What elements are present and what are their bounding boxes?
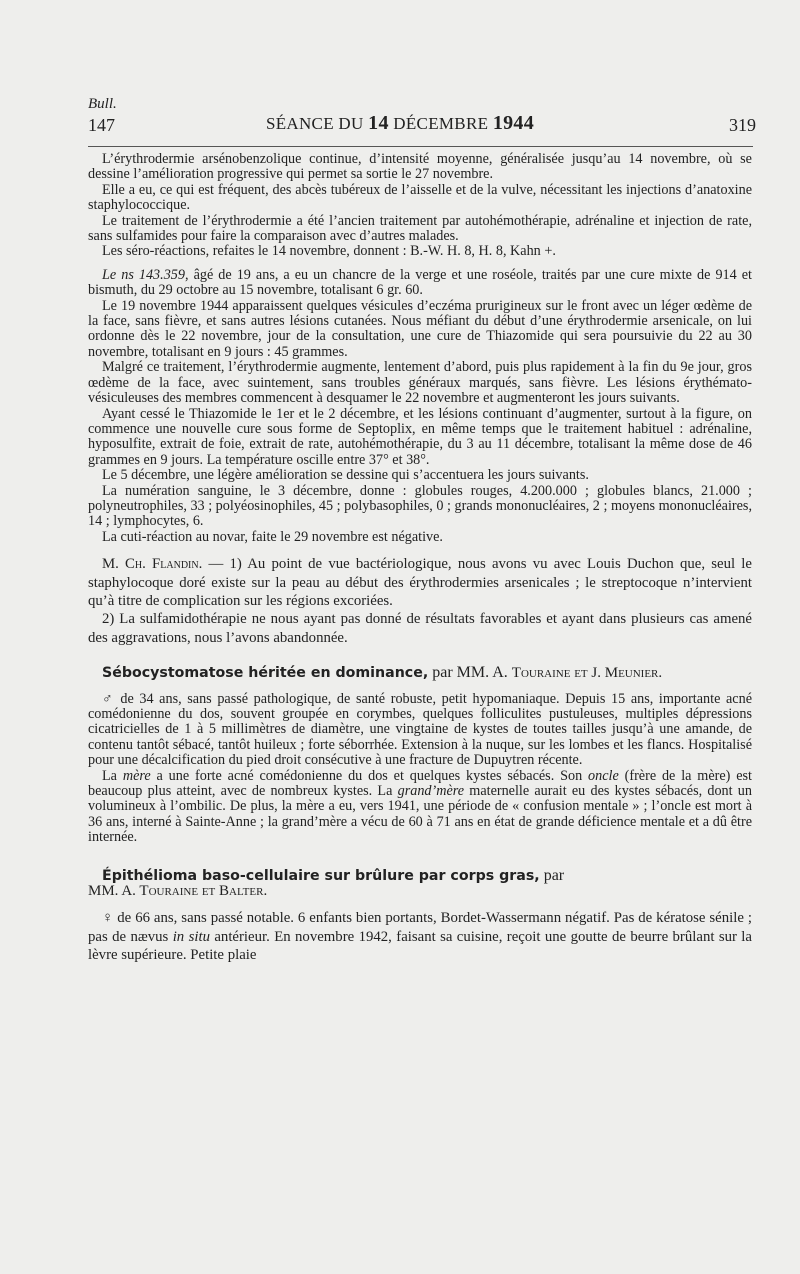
case-number: Le ns 143.359	[102, 266, 185, 283]
section-title	[88, 665, 752, 681]
bulletin-number: 147	[88, 115, 115, 135]
paragraph: Le 5 décembre, une légère amélioration se dessine qui s’accentuera les jours suivants.	[102, 467, 589, 484]
italic-term: in situ	[172, 928, 210, 945]
section-title-text: Sébocystomatose héritée en dominance,	[102, 665, 429, 682]
running-title-part: DÉCEMBRE	[388, 114, 493, 133]
comment-paragraph	[88, 555, 752, 610]
header-rule	[88, 146, 753, 147]
section-by: par	[539, 866, 565, 884]
paragraph: Malgré ce traitement, l’érythrodermie augmente, lentement d’abord, puis plus rapidement à la fin du 9e jour, gros œdème de la face, avec suintement, sans troubles généraux marqués, sans fièvre. Les lésions érythémato-vésiculeuses des membres commencent à desquamer le 22 novembre et augmenteront les jours suivants.	[88, 359, 752, 407]
paragraph: La numération sanguine, le 3 décembre, donne : globules rouges, 4.200.000 ; globules blancs, 21.000 ; polyneutrophiles, 33 ; polyéosinophiles, 45 ; polybasophiles, 0 ; grands mononucléaires, 2 ; moyens mononucléaires, 14 ; lymphocytes, 6.	[88, 482, 752, 530]
running-title-year: 1944	[492, 112, 535, 134]
paragraph: La cuti-réaction au novar, faite le 29 novembre est négative.	[102, 528, 443, 545]
page-body	[88, 152, 752, 965]
paragraph: ♂ de 34 ans, sans passé pathologique, de santé robuste, petit hypomaniaque. Depuis 15 ans, importante acné comédonienne du dos, souvent groupée en corymbes, quelques folliculites pustuleuses, multiples dépressions cicatricielles de 1 à 5 millimètres de diamètre, une vingtaine de kystes de toutes tailles jusqu’à une amande, de contenu tantôt sébacé, tantôt huileux ; forte séborrhée. Extension à la nuque, sur les lombes et les flancs. Hospitalisé pour une décalcification du pied droit consécutive à une fracture de Dupuytren récente.	[88, 690, 752, 769]
running-title-day: 14	[368, 112, 389, 134]
paragraph: L’érythrodermie arsénobenzolique continue, d’intensité moyenne, généralisée jusqu’au 14 novembre, où se dessine l’amélioration progressive qui permet sa sortie le 27 novembre.	[88, 151, 752, 183]
paragraph: Ayant cessé le Thiazomide le 1er et le 2 décembre, et les lésions continuant d’augmenter, surtout à la figure, on commence une nouvelle cure sous forme de Septoplix, en même temps que le traitement habituel : adrénaline, hyposulfite, extrait de foie, extrait de rate, autohémothérapie, du 3 au 11 décembre, totalisant la même dose de 46 grammes en 9 jours. La température oscille entre 37° et 38°.	[88, 405, 752, 468]
section-authors: Touraine et J. Meunier.	[511, 665, 663, 682]
section-by: par MM. A.	[428, 664, 512, 682]
italic-term: grand’mère	[397, 783, 465, 800]
comment-paragraph: 2) La sulfamidothérapie ne nous ayant pas donné de résultats favorables et ayant dans plusieurs cas amené des aggravations, nous l’avons abandonnée.	[88, 611, 752, 646]
paragraph-text: , âgé de 19 ans, a eu un chancre de la verge et une roséole, traités par une cure mixte de 914 et bismuth, du 29 octobre au 15 novembre, totalisant 6 gr. 60.	[88, 266, 752, 299]
paragraph: La mère a une forte acné comédonienne du dos et quelques kystes sébacés. Son oncle (frère de la mère) est beaucoup plus atteint, avec de nombreux kystes. La grand’mère maternelle aurait eu des kystes sébacés, dont un volumineux à l’ombilic. De plus, la mère a eu, vers 1941, une période de « confusion mentale » ; l’oncle est mort à 36 ans, interné à Sainte-Anne ; la grand’mère a vécu de 60 à 71 ans en état de grande déficience mentale et a dû être internée.	[88, 767, 752, 846]
paragraph: Le traitement de l’érythrodermie a été l’ancien traitement par autohémothérapie, adrénaline et injection de rate, sans sulfamides pour faire la comparaison avec d’autres malades.	[88, 212, 752, 245]
running-title-part: SÉANCE DU	[265, 114, 369, 133]
paragraph: Le 19 novembre 1944 apparaissent quelques vésicules d’eczéma prurigineux sur le front avec un léger œdème de la face, sans fièvre, et sans autres lésions cutanées. Nous méfiant du début d’une érythrodermie arsenicale, on lui ordonne dès le 22 novembre, jour de la consultation, une cure de Thiazomide qui sera poursuivie du 22 au 30 novembre, totalisant en 9 jours : 45 grammes.	[88, 297, 752, 360]
section-title-text: Épithélioma baso-cellulaire sur brûlure par corps gras,	[102, 867, 540, 884]
paragraph: ♀ de 66 ans, sans passé notable. 6 enfants bien portants, Bordet-Wassermann négatif. Pas de kératose sénile ; pas de nævus in situ antérieur. En novembre 1942, faisant sa cuisine, reçoit une goutte de beurre brûlant sur la lèvre supérieure. Petite plaie	[88, 910, 752, 964]
italic-term: mère	[122, 767, 151, 784]
section-authors: MM. A. Touraine et Balter.	[88, 883, 268, 900]
italic-term: oncle	[588, 767, 619, 784]
page-number: 319	[729, 115, 756, 135]
paragraph	[88, 268, 752, 299]
paragraph: Elle a eu, ce qui est fréquent, des abcès tubéreux de l’aisselle et de la vulve, nécessitant les injections d’anatoxine staphylococcique.	[88, 181, 752, 214]
speaker-name: M. Ch. Flandin.	[102, 556, 203, 573]
running-title	[0, 112, 800, 135]
section-title	[88, 868, 752, 900]
paragraph-text: — 1) Au point de vue bactériologique, nous avons vu avec Louis Duchon que, seul le staphylocoque doré existe sur la peau au début des érythrodermies arsenicales ; le streptocoque n’intervient qu’à titre de complication sur les régions excoriées.	[88, 556, 752, 609]
bulletin-label: Bull.	[88, 96, 117, 112]
paragraph: Les séro-réactions, refaites le 14 novembre, donnent : B.-W. H. 8, H. 8, Kahn +.	[102, 243, 556, 260]
